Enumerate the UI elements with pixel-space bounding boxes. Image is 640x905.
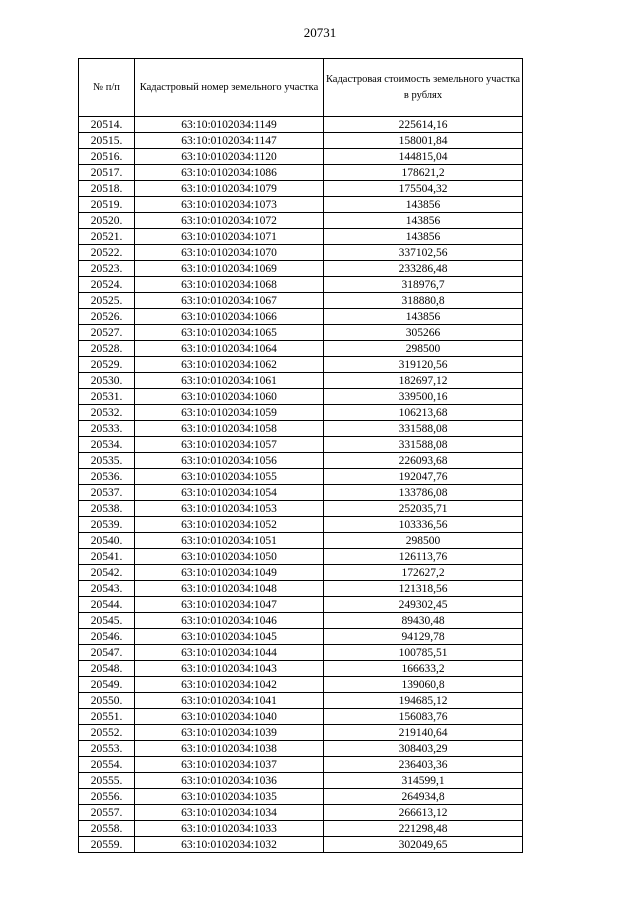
- cadastral-number-cell: 63:10:0102034:1068: [135, 277, 324, 293]
- row-number-cell: 20535.: [79, 453, 135, 469]
- cadastral-value-cell: 225614,16: [324, 117, 523, 133]
- table-row: [79, 501, 523, 517]
- cadastral-number-cell: 63:10:0102034:1067: [135, 293, 324, 309]
- table-row: [79, 613, 523, 629]
- cadastral-value-cell: 308403,29: [324, 741, 523, 757]
- table-row: [79, 133, 523, 149]
- cadastral-value-cell: 143856: [324, 229, 523, 245]
- row-number-cell: 20520.: [79, 213, 135, 229]
- cadastral-value-cell: 182697,12: [324, 373, 523, 389]
- cadastral-number-cell: 63:10:0102034:1047: [135, 597, 324, 613]
- table-row: [79, 469, 523, 485]
- row-number-cell: 20558.: [79, 821, 135, 837]
- cadastral-number-cell: 63:10:0102034:1044: [135, 645, 324, 661]
- cadastral-value-cell: 172627,2: [324, 565, 523, 581]
- cadastral-number-cell: 63:10:0102034:1057: [135, 437, 324, 453]
- row-number-cell: 20527.: [79, 325, 135, 341]
- cadastral-number-cell: 63:10:0102034:1059: [135, 405, 324, 421]
- cadastral-number-cell: 63:10:0102034:1039: [135, 725, 324, 741]
- row-number-cell: 20547.: [79, 645, 135, 661]
- cadastral-value-cell: 100785,51: [324, 645, 523, 661]
- table-row: [79, 149, 523, 165]
- cadastral-number-cell: 63:10:0102034:1064: [135, 341, 324, 357]
- cadastral-number-cell: 63:10:0102034:1147: [135, 133, 324, 149]
- cadastral-number-cell: 63:10:0102034:1046: [135, 613, 324, 629]
- cadastral-number-cell: 63:10:0102034:1055: [135, 469, 324, 485]
- cadastral-number-cell: 63:10:0102034:1061: [135, 373, 324, 389]
- table-row: [79, 405, 523, 421]
- row-number-cell: 20550.: [79, 693, 135, 709]
- row-number-cell: 20543.: [79, 581, 135, 597]
- table-row: [79, 245, 523, 261]
- cadastral-number-cell: 63:10:0102034:1035: [135, 789, 324, 805]
- table-header-row: [79, 59, 523, 117]
- cadastral-value-table: [78, 58, 523, 853]
- table-row: [79, 277, 523, 293]
- row-number-cell: 20523.: [79, 261, 135, 277]
- cadastral-value-cell: 143856: [324, 213, 523, 229]
- cadastral-number-cell: 63:10:0102034:1079: [135, 181, 324, 197]
- table-row: [79, 517, 523, 533]
- table-row: [79, 181, 523, 197]
- cadastral-number-cell: 63:10:0102034:1070: [135, 245, 324, 261]
- cadastral-number-cell: 63:10:0102034:1120: [135, 149, 324, 165]
- cadastral-number-cell: 63:10:0102034:1048: [135, 581, 324, 597]
- row-number-cell: 20541.: [79, 549, 135, 565]
- cadastral-value-cell: 236403,36: [324, 757, 523, 773]
- cadastral-value-cell: 298500: [324, 533, 523, 549]
- cadastral-number-cell: 63:10:0102034:1060: [135, 389, 324, 405]
- cadastral-value-cell: 175504,32: [324, 181, 523, 197]
- cadastral-number-cell: 63:10:0102034:1069: [135, 261, 324, 277]
- table-row: [79, 389, 523, 405]
- cadastral-value-cell: 126113,76: [324, 549, 523, 565]
- table-row: [79, 581, 523, 597]
- row-number-cell: 20516.: [79, 149, 135, 165]
- table-row: [79, 309, 523, 325]
- table-row: [79, 549, 523, 565]
- cadastral-number-cell: 63:10:0102034:1041: [135, 693, 324, 709]
- row-number-cell: 20551.: [79, 709, 135, 725]
- cadastral-number-cell: 63:10:0102034:1056: [135, 453, 324, 469]
- cadastral-number-cell: 63:10:0102034:1032: [135, 837, 324, 853]
- table-row: [79, 293, 523, 309]
- row-number-cell: 20533.: [79, 421, 135, 437]
- table-row: [79, 117, 523, 133]
- row-number-cell: 20534.: [79, 437, 135, 453]
- table-row: [79, 677, 523, 693]
- cadastral-value-cell: 144815,04: [324, 149, 523, 165]
- row-number-cell: 20538.: [79, 501, 135, 517]
- cadastral-number-cell: 63:10:0102034:1040: [135, 709, 324, 725]
- row-number-cell: 20559.: [79, 837, 135, 853]
- row-number-cell: 20517.: [79, 165, 135, 181]
- cadastral-value-cell: 252035,71: [324, 501, 523, 517]
- table-row: [79, 773, 523, 789]
- row-number-cell: 20536.: [79, 469, 135, 485]
- row-number-cell: 20519.: [79, 197, 135, 213]
- cadastral-number-cell: 63:10:0102034:1086: [135, 165, 324, 181]
- table-row: [79, 565, 523, 581]
- cadastral-value-cell: 89430,48: [324, 613, 523, 629]
- table-row: [79, 485, 523, 501]
- cadastral-value-cell: 339500,16: [324, 389, 523, 405]
- table-row: [79, 629, 523, 645]
- cadastral-value-cell: 331588,08: [324, 437, 523, 453]
- cadastral-number-cell: 63:10:0102034:1054: [135, 485, 324, 501]
- header-cadastral-value: Кадастровая стоимость земельного участка в рублях: [324, 59, 523, 117]
- table-row: [79, 725, 523, 741]
- cadastral-number-cell: 63:10:0102034:1072: [135, 213, 324, 229]
- row-number-cell: 20548.: [79, 661, 135, 677]
- row-number-cell: 20515.: [79, 133, 135, 149]
- cadastral-value-cell: 302049,65: [324, 837, 523, 853]
- cadastral-value-cell: 219140,64: [324, 725, 523, 741]
- table-row: [79, 805, 523, 821]
- cadastral-value-cell: 221298,48: [324, 821, 523, 837]
- row-number-cell: 20532.: [79, 405, 135, 421]
- row-number-cell: 20529.: [79, 357, 135, 373]
- table-row: [79, 341, 523, 357]
- cadastral-value-cell: 139060,8: [324, 677, 523, 693]
- cadastral-value-cell: 178621,2: [324, 165, 523, 181]
- row-number-cell: 20540.: [79, 533, 135, 549]
- cadastral-value-cell: 266613,12: [324, 805, 523, 821]
- cadastral-value-cell: 318976,7: [324, 277, 523, 293]
- header-row-number: № п/п: [79, 59, 135, 117]
- cadastral-value-cell: 94129,78: [324, 629, 523, 645]
- cadastral-value-cell: 106213,68: [324, 405, 523, 421]
- table-row: [79, 757, 523, 773]
- row-number-cell: 20518.: [79, 181, 135, 197]
- cadastral-value-cell: 121318,56: [324, 581, 523, 597]
- cadastral-number-cell: 63:10:0102034:1058: [135, 421, 324, 437]
- cadastral-value-cell: 305266: [324, 325, 523, 341]
- cadastral-number-cell: 63:10:0102034:1042: [135, 677, 324, 693]
- table-row: [79, 693, 523, 709]
- row-number-cell: 20525.: [79, 293, 135, 309]
- cadastral-number-cell: 63:10:0102034:1050: [135, 549, 324, 565]
- table-row: [79, 821, 523, 837]
- cadastral-value-cell: 226093,68: [324, 453, 523, 469]
- cadastral-value-cell: 298500: [324, 341, 523, 357]
- row-number-cell: 20554.: [79, 757, 135, 773]
- row-number-cell: 20549.: [79, 677, 135, 693]
- cadastral-value-cell: 192047,76: [324, 469, 523, 485]
- cadastral-value-cell: 103336,56: [324, 517, 523, 533]
- table-row: [79, 453, 523, 469]
- cadastral-number-cell: 63:10:0102034:1071: [135, 229, 324, 245]
- cadastral-number-cell: 63:10:0102034:1062: [135, 357, 324, 373]
- cadastral-value-cell: 143856: [324, 309, 523, 325]
- row-number-cell: 20556.: [79, 789, 135, 805]
- row-number-cell: 20544.: [79, 597, 135, 613]
- cadastral-number-cell: 63:10:0102034:1052: [135, 517, 324, 533]
- cadastral-value-cell: 319120,56: [324, 357, 523, 373]
- row-number-cell: 20545.: [79, 613, 135, 629]
- cadastral-number-cell: 63:10:0102034:1045: [135, 629, 324, 645]
- cadastral-value-cell: 318880,8: [324, 293, 523, 309]
- row-number-cell: 20528.: [79, 341, 135, 357]
- cadastral-value-cell: 143856: [324, 197, 523, 213]
- page-number: 20731: [303, 25, 337, 40]
- cadastral-value-cell: 133786,08: [324, 485, 523, 501]
- table-row: [79, 373, 523, 389]
- cadastral-value-cell: 158001,84: [324, 133, 523, 149]
- cadastral-value-cell: 249302,45: [324, 597, 523, 613]
- row-number-cell: 20531.: [79, 389, 135, 405]
- cadastral-number-cell: 63:10:0102034:1051: [135, 533, 324, 549]
- row-number-cell: 20524.: [79, 277, 135, 293]
- table-row: [79, 661, 523, 677]
- cadastral-number-cell: 63:10:0102034:1037: [135, 757, 324, 773]
- table-row: [79, 437, 523, 453]
- table-row: [79, 837, 523, 853]
- table-row: [79, 213, 523, 229]
- header-cadastral-number: Кадастровый номер земельного участка: [135, 59, 324, 117]
- table-row: [79, 421, 523, 437]
- cadastral-value-cell: 337102,56: [324, 245, 523, 261]
- cadastral-value-cell: 331588,08: [324, 421, 523, 437]
- row-number-cell: 20557.: [79, 805, 135, 821]
- table-row: [79, 789, 523, 805]
- cadastral-number-cell: 63:10:0102034:1073: [135, 197, 324, 213]
- row-number-cell: 20514.: [79, 117, 135, 133]
- table-row: [79, 709, 523, 725]
- table-row: [79, 597, 523, 613]
- cadastral-number-cell: 63:10:0102034:1033: [135, 821, 324, 837]
- cadastral-number-cell: 63:10:0102034:1038: [135, 741, 324, 757]
- cadastral-value-cell: 233286,48: [324, 261, 523, 277]
- table-row: [79, 357, 523, 373]
- table-row: [79, 229, 523, 245]
- cadastral-number-cell: 63:10:0102034:1049: [135, 565, 324, 581]
- row-number-cell: 20537.: [79, 485, 135, 501]
- table-row: [79, 165, 523, 181]
- table-row: [79, 645, 523, 661]
- cadastral-value-cell: 264934,8: [324, 789, 523, 805]
- cadastral-number-cell: 63:10:0102034:1043: [135, 661, 324, 677]
- cadastral-number-cell: 63:10:0102034:1053: [135, 501, 324, 517]
- cadastral-number-cell: 63:10:0102034:1036: [135, 773, 324, 789]
- row-number-cell: 20521.: [79, 229, 135, 245]
- table-row: [79, 197, 523, 213]
- cadastral-value-cell: 314599,1: [324, 773, 523, 789]
- row-number-cell: 20555.: [79, 773, 135, 789]
- cadastral-value-cell: 156083,76: [324, 709, 523, 725]
- row-number-cell: 20526.: [79, 309, 135, 325]
- row-number-cell: 20546.: [79, 629, 135, 645]
- row-number-cell: 20552.: [79, 725, 135, 741]
- cadastral-value-cell: 166633,2: [324, 661, 523, 677]
- cadastral-value-cell: 194685,12: [324, 693, 523, 709]
- row-number-cell: 20522.: [79, 245, 135, 261]
- table-row: [79, 741, 523, 757]
- row-number-cell: 20530.: [79, 373, 135, 389]
- row-number-cell: 20553.: [79, 741, 135, 757]
- row-number-cell: 20539.: [79, 517, 135, 533]
- table-row: [79, 325, 523, 341]
- table-row: [79, 533, 523, 549]
- row-number-cell: 20542.: [79, 565, 135, 581]
- table-row: [79, 261, 523, 277]
- cadastral-number-cell: 63:10:0102034:1065: [135, 325, 324, 341]
- cadastral-number-cell: 63:10:0102034:1034: [135, 805, 324, 821]
- cadastral-number-cell: 63:10:0102034:1066: [135, 309, 324, 325]
- cadastral-number-cell: 63:10:0102034:1149: [135, 117, 324, 133]
- table-body: [79, 117, 523, 853]
